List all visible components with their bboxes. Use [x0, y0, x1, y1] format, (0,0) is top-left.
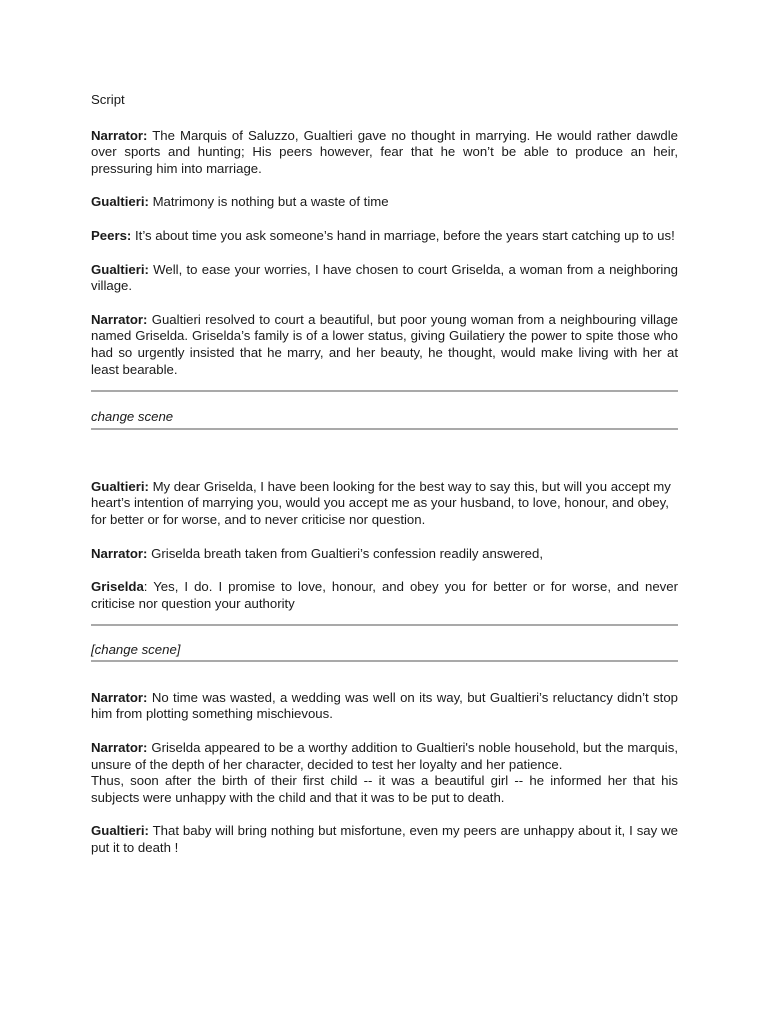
dialogue-text: : Yes, I do. I promise to love, honour, and obey you for better or for worse, and never criticise nor question your authority — [91, 579, 678, 611]
speaker-label: Gualtieri: — [91, 261, 149, 277]
spacer — [91, 662, 678, 690]
dialogue-paragraph — [91, 823, 678, 856]
dialogue-text: That baby will bring nothing but misfortune, even my peers are unhappy about it, I say we put it to death ! — [91, 823, 678, 856]
speaker-label: Narrator: — [91, 311, 148, 327]
scene-change-marker: change scene — [91, 390, 678, 430]
speaker-label: Narrator: — [91, 740, 148, 756]
dialogue-text: Griselda breath taken from Gualtieri’s confession readily answered, — [151, 545, 544, 561]
speaker-label: Gualtieri: — [91, 478, 149, 494]
speaker-label: Peers: — [91, 227, 132, 243]
speaker-label: Narrator: — [91, 127, 148, 143]
speaker-label: Griselda — [91, 579, 144, 595]
dialogue-text: No time was wasted, a wedding was well on its way, but Gualtieri’s reluctancy didn’t stop him from plotting something mischievous. — [91, 689, 678, 722]
scene-change-marker: [change scene] — [91, 642, 678, 662]
dialogue-text-continued: Thus, soon after the birth of their first child -- it was a beautiful girl -- he informed her that his subjects were unhappy with the child and that it was to be put to death. — [91, 773, 678, 805]
divider — [91, 624, 678, 626]
dialogue-text: Gualtieri resolved to court a beautiful, but poor young woman from a neighbouring village named Griselda. Griselda’s family is of a lower status, giving Guilatiery the power to spite those who had so urgently insisted that he marry, and her beauty, he thought, would make living with her at least bearable. — [91, 311, 678, 377]
dialogue-paragraph — [91, 262, 678, 295]
script-document — [91, 92, 678, 874]
dialogue-paragraph — [91, 690, 678, 723]
dialogue-text: Well, to ease your worries, I have chosen to court Griselda, a woman from a neighboring village. — [91, 261, 678, 294]
dialogue-paragraph — [91, 479, 678, 529]
dialogue-text: Matrimony is nothing but a waste of time — [152, 194, 389, 210]
speaker-label: Gualtieri: — [91, 194, 149, 210]
dialogue-paragraph — [91, 546, 678, 563]
speaker-label: Gualtieri: — [91, 823, 149, 839]
spacer — [91, 430, 678, 479]
document-heading: Script — [91, 92, 125, 107]
dialogue-paragraph — [91, 740, 678, 806]
dialogue-paragraph — [91, 194, 678, 211]
dialogue-paragraph — [91, 228, 678, 245]
dialogue-text: Griselda appeared to be a worthy addition to Gualtieri's noble household, but the marquis, unsure of the depth of her character, decided to test her loyalty and her patience. — [91, 740, 678, 772]
speaker-label: Narrator: — [91, 689, 148, 705]
dialogue-text: My dear Griselda, I have been looking for the best way to say this, but will you accept my heart’s intention of marrying you, would you accept me as your husband, to love, honour, and obey, for better or for worse, and to never criticise nor question. — [91, 478, 671, 527]
dialogue-paragraph — [91, 579, 678, 612]
dialogue-text: It’s about time you ask someone’s hand in marriage, before the years start catching up to us! — [135, 227, 675, 243]
speaker-label: Narrator: — [91, 545, 148, 561]
dialogue-paragraph — [91, 128, 678, 178]
dialogue-text: The Marquis of Saluzzo, Gualtieri gave no thought in marrying. He would rather dawdle over sports and hunting; His peers however, fear that he won’t be able to produce an heir, pressuring him into marriage. — [91, 127, 678, 176]
dialogue-paragraph — [91, 312, 678, 378]
